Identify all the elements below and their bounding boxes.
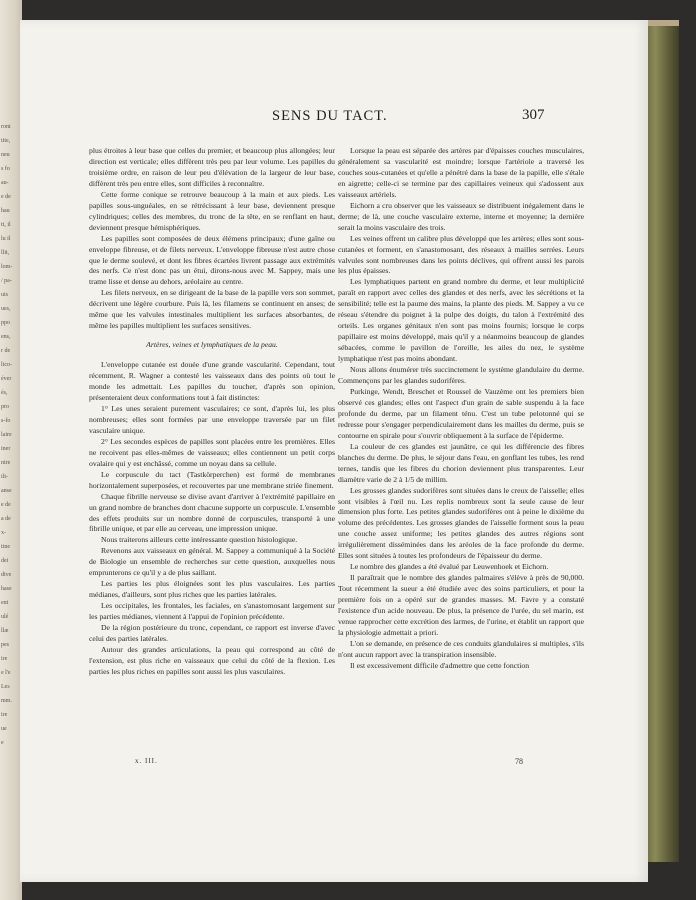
facing-page-text-fragment: ront bbox=[1, 124, 11, 130]
facing-page-text-fragment: s-fo bbox=[1, 418, 11, 424]
book-spine bbox=[645, 26, 679, 862]
facing-page-text-fragment: tine bbox=[1, 544, 10, 550]
facing-page-text-fragment: r de bbox=[1, 348, 11, 354]
facing-page-text-fragment: ues, bbox=[1, 306, 11, 312]
paragraph: Les parties les plus éloignées sont les plus vasculaires. Les parties médianes, d'ailleurs, sont plus riches que les parties latérales. bbox=[89, 579, 335, 600]
paragraph: La couleur de ces glandes est jaunâtre, ce qui les différencie des fibres blanches du derme. De plus, le séjour dans l'eau, en gonflant les tubes, les rend ternes, tandis que les fibres du chorion deviennent plus transparentes. Leur diamètre varie de 2 à 1/5 de millim. bbox=[338, 441, 584, 484]
facing-page-text-fragment: e bbox=[1, 740, 4, 746]
facing-page-text-fragment: ens, bbox=[1, 334, 11, 340]
facing-page-text-fragment: lico- bbox=[1, 362, 12, 368]
paragraph: Cette forme conique se retrouve beaucoup à la main et aux pieds. Les papilles sous-unguéales, en se rétrécissant à leur base, deviennent presque cylindriques; celles des membres, du tronc de la tête, en se renflant en haut, deviennent presque hémisphériques. bbox=[89, 189, 335, 232]
facing-page-text-fragment: hau bbox=[1, 208, 10, 214]
facing-page-text-fragment: llæ bbox=[1, 628, 9, 634]
section-heading: Artères, veines et lymphatiques de la peau. bbox=[146, 340, 278, 350]
facing-page-text-fragment: hase bbox=[1, 586, 12, 592]
paragraph: Purkinge, Wendt, Breschet et Roussel de Vauzème ont les premiers bien observé ces glandes; elles ont l'aspect d'un grain de sable suspendu à la face profonde du derme, par un filament ténu. C'est un tube pelotonné qui se redresse pour s'engager perpendiculairement dans les mailles du derme, puis se contourne en spirale pour s'ouvrir obliquement à la surface de l'épiderme. bbox=[338, 386, 584, 440]
facing-page-text-fragment: ent bbox=[1, 600, 9, 606]
facing-page-text-fragment: lu il bbox=[1, 236, 11, 242]
paragraph: 2° Les secondes espèces de papilles sont placées entre les premières. Elles ne recoivent pas elles-mêmes de vaisseaux; elles contiennent un petit corps ovalaire qui y est enchâssé, comme un noyau dans sa cellule. bbox=[89, 436, 335, 468]
facing-page-text-fragment: ire bbox=[1, 656, 8, 662]
facing-page-text-fragment: pes bbox=[1, 642, 9, 648]
signature-mark: x. III. bbox=[135, 757, 158, 765]
paragraph: Les grosses glandes sudorifères sont situées dans le creux de l'aisselle; elles sont visibles à l'œil nu. Les replis nombreux sont la seule cause de leur dimension plus forte. Les petites glandes sudorifères ont à peine le dixième du volume des précédentes. Les grosses glandes de l'aisselle forment sous la peau une couche assez uniforme; les petites glandes des autres régions sont irrégulièrement disséminées dans les aréoles de la face profonde du derme. Elles sont situées à toutes les profondeurs de l'épaisseur du derme. bbox=[338, 485, 584, 561]
paragraph: Autour des grandes articulations, la peau qui correspond au côté de l'extension, est plus riche en vaisseaux que celui du côté de la flexion. Les parties les plus riches en papilles sont aussi les plus vasculaires. bbox=[89, 644, 335, 676]
page-title: SENS DU TACT. bbox=[272, 108, 388, 124]
facing-page-text-fragment: ilt- bbox=[1, 474, 8, 480]
paragraph: Lorsque la peau est séparée des artères par d'épaisses couches musculaires, généralement sa vascularité est moindre; lorsque l'artériole a traversé les couches sous-cutanées et qu'elle a pénétré dans la base de la papille, elle s'étale en aigrette; celle-ci se termine par des capillaires veineux qui s'adossent aux vaisseaux artériels. bbox=[338, 146, 584, 199]
page-number: 307 bbox=[522, 107, 545, 123]
facing-page-text-fragment: llit, bbox=[1, 250, 10, 256]
paragraph: Eichorn a cru observer que les vaisseaux se distribuent inégalement dans le derme; de là, une couche vasculaire externe, interne et moyenne; la dernière serait la moins vasculaire des trois. bbox=[338, 200, 584, 232]
facing-page-text-fragment: mm. bbox=[1, 698, 12, 704]
facing-page-text-fragment: pro bbox=[1, 404, 9, 410]
folio-number: 78 bbox=[515, 757, 523, 766]
facing-page-text-fragment: uis bbox=[1, 292, 9, 298]
facing-page-text-fragment: ue bbox=[1, 726, 7, 732]
right-column bbox=[338, 146, 584, 672]
facing-page-text-fragment: iner bbox=[1, 446, 11, 452]
paragraph: Les veines offrent un calibre plus développé que les artères; elles sont sous-cutanées et forment, en s'anastomosant, des réseaux à mailles serrées. Leurs valvules sont nombreuses dans les points déclives, qui offrent aussi les parois les plus épaisses. bbox=[338, 233, 584, 276]
facing-page-text-fragment: éver bbox=[1, 376, 12, 382]
left-column bbox=[89, 146, 335, 678]
facing-page-text-fragment: ire bbox=[1, 712, 8, 718]
facing-page-text-fragment: laire bbox=[1, 432, 12, 438]
facing-page-text-fragment: nire bbox=[1, 460, 11, 466]
paragraph: Les papilles sont composées de deux élémens principaux; d'une gaîne ou enveloppe fibreuse, et de filets nerveux. L'enveloppe fibreuse n'est autre chose que le derme soulevé, et dont les fibres écartées livrent passage aux extrémités des nerfs. Ce n'est donc pas un étui, dirons-nous avec M. Sappey, mais une trame lisse et dense au dehors, aréolaire au centre. bbox=[89, 233, 335, 287]
facing-page-text-fragment: e de bbox=[1, 502, 11, 508]
paragraph: Les occipitales, les frontales, les faciales, en s'anastomosant largement sur les parties médianes, viennent à l'appui de l'opinion précédente. bbox=[89, 601, 335, 622]
paragraph: De la région postérieure du tronc, cependant, ce rapport est inverse d'avec celui des parties latérales. bbox=[89, 623, 335, 643]
paragraph: Nous traiterons ailleurs cette intéressante question histologique. bbox=[101, 535, 298, 545]
facing-page-text-fragment: e l'e bbox=[1, 670, 11, 676]
facing-page-text-fragment: s fo bbox=[1, 166, 10, 172]
paragraph: Le corpuscule du tact (Tastkörperchen) est formé de membranes horizontalement superposées, et recouvertes par une membrane striée finement. bbox=[89, 469, 335, 490]
paragraph: L'enveloppe cutanée est douée d'une grande vascularité. Cependant, tout récemment, R. Wagner a contesté les vaisseaux dans des points où tout le monde les admettait. Les papilles du toucher, d'après son opinion, présenteraient deux conformations tout à fait distinctes: bbox=[89, 360, 335, 403]
facing-page-text-fragment: és, bbox=[1, 390, 8, 396]
facing-page-text-fragment: / pa- bbox=[1, 278, 12, 284]
running-header bbox=[20, 108, 648, 128]
facing-page-text-fragment: dei bbox=[1, 558, 9, 564]
facing-page-text-fragment: au- bbox=[1, 180, 9, 186]
paragraph: Le nombre des glandes a été évalué par Leuwenhoek et Eichorn. bbox=[350, 562, 549, 572]
facing-page-text-fragment: x- bbox=[1, 530, 6, 536]
facing-page-text-fragment: ulé bbox=[1, 614, 9, 620]
facing-page-text-fragment: anse bbox=[1, 488, 12, 494]
facing-page-text-fragment: tt, il bbox=[1, 222, 11, 228]
facing-page-text-fragment: ppo bbox=[1, 320, 10, 326]
facing-page-text-fragment: a de bbox=[1, 516, 11, 522]
facing-page-text-fragment: e de bbox=[1, 194, 11, 200]
facing-page-text-fragment: dive bbox=[1, 572, 12, 578]
facing-page-text-fragment: tite, bbox=[1, 138, 11, 144]
paragraph: plus étroites à leur base que celles du premier, et beaucoup plus allongées; leur direction est verticale; elles diffèrent très peu par leur volume. Les papilles du troisième ordre, en raison de leur peu d'élévation de la largeur de leur base, diffèrent très peu entre elles, sont difficiles à reconnaître. bbox=[89, 146, 335, 188]
paragraph: L'on se demande, en présence de ces conduits glandulaires si multiples, s'ils n'ont aucun rapport avec la transpiration insensible. bbox=[338, 638, 584, 659]
facing-page-text-fragment: Les bbox=[1, 684, 10, 690]
paragraph: Il paraîtrait que le nombre des glandes palmaires s'élève à près de 90,000. Tout récemment la sueur a été étudiée avec des soins particuliers, et pour la première fois on a opéré sur de grandes masses. M. Favre y a constaté l'existence d'un acide nouveau. De plus, la présence de l'urée, du sel marin, est venue rapprocher cette excrétion des larmes, de l'urine, et établit un rapport que la physiologie admettait a priori. bbox=[338, 573, 584, 637]
paragraph: Les filets nerveux, en se dirigeant de la base de la papille vers son sommet, décrivent une légère courbure. Puis là, les filamens se continuent en anses; de même que les valvules intestinales multiplient les surfaces absorbantes, de même les papilles multiplient les surfaces sensitives. bbox=[89, 288, 335, 331]
book-page bbox=[20, 20, 648, 882]
facing-page-edge bbox=[0, 0, 22, 900]
paragraph: 1° Les unes seraient purement vasculaires; ce sont, d'après lui, les plus nombreuses; elles sont formées par une enveloppe traversée par un filet vasculaire unique. bbox=[89, 403, 335, 435]
paragraph: Revenons aux vaisseaux en général. M. Sappey a communiqué à la Société de Biologie un ensemble de recherches sur cette question, auxquelles nous emprunterons ce qu'il y a de plus saillant. bbox=[89, 546, 335, 578]
paragraph: Nous allons énumérer très succinctement le système glandulaire du derme. Commençons par les glandes sudorifères. bbox=[338, 365, 584, 386]
paragraph: Les lymphatiques partent en grand nombre du derme, et leur multiplicité paraît en rapport avec celles des glandes et des nerfs, avec les sécrétions et la sensibilité; telle est la paume des mains, la plante des pieds. M. Sappey a vu ce réseau s'étendre du poignet à la pulpe des doigts, du talon à l'extrémité des orteils. Les organes génitaux n'en sont pas moins fournis; lorsque le corps papillaire est moins développé, mais qu'il y a néanmoins beaucoup de glandes sébacées, comme le pavillon de l'oreille, les ailes du nez, le système lymphatique n'est pas moins abondant. bbox=[338, 277, 584, 364]
facing-page-text-fragment: lom- bbox=[1, 264, 13, 270]
facing-page-text-fragment: neu bbox=[1, 152, 10, 158]
paragraph: Il est excessivement difficile d'admettre que cette fonction bbox=[350, 660, 530, 670]
paragraph: Chaque fibrille nerveuse se divise avant d'arriver à l'extrémité papillaire en un grand nombre de branches dont chacune supporte un corpuscule. L'ensemble des effets produits sur un nombre donné de corpuscules, transporté à une fibrille unique, et par elle au cerveau, une impression unique. bbox=[89, 491, 335, 534]
